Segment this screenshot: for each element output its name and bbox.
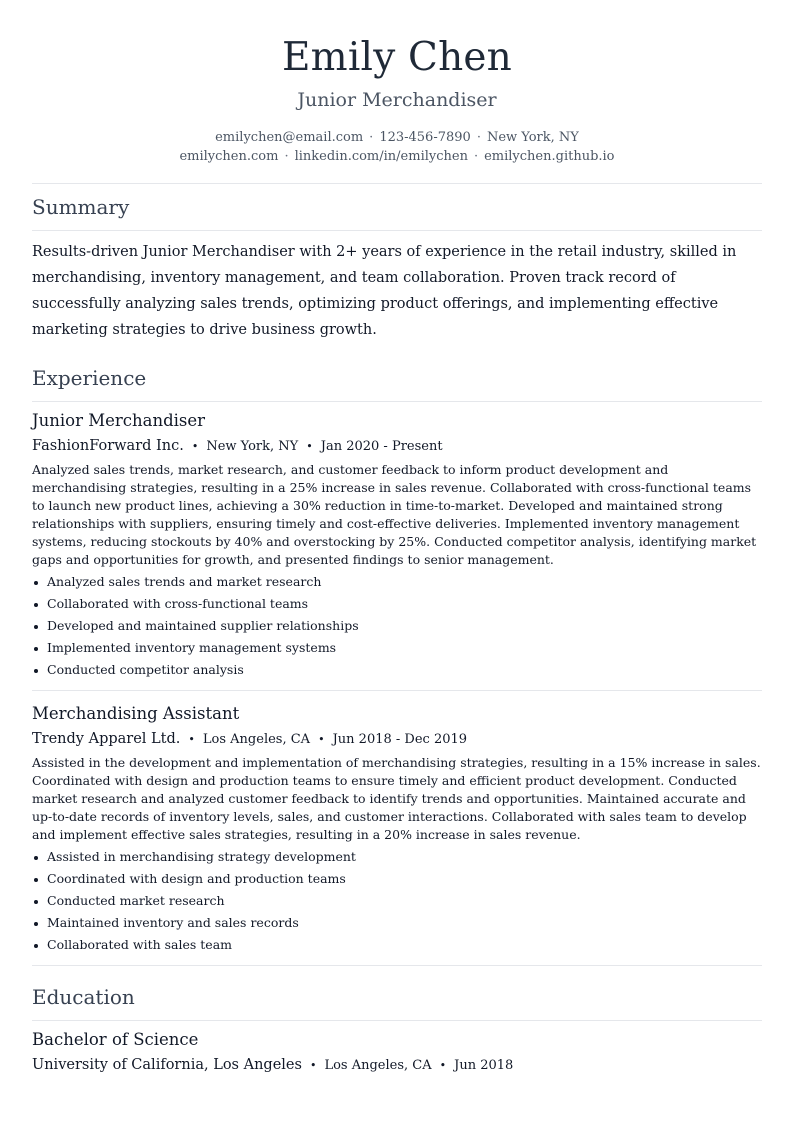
candidate-headline: Junior Merchandiser [297,88,497,111]
company-name: FashionForward Inc. [32,437,184,454]
job-description: Assisted in the development and implementation of merchandising strategies, resulting in a 15% increase in sales. Coordinated with design and production teams to ensure timely and efficient product development. Conducted market research and analyzed customer feedback to identify trends and opportunities. Maintained accurate and up-to-date records of inventory levels, sales, and customer interactions. Collaborated with sales team to develop and implement effective sales strategies, resulting in a 20% increase in sales revenue. [32,754,761,842]
contact-phone[interactable]: 123-456-7890 [379,129,471,145]
list-item: Conducted competitor analysis [32,659,762,681]
job-highlights [32,846,762,956]
section-rule [32,1020,762,1021]
job-location: New York, NY [206,438,299,454]
contact-line-2 [0,147,794,166]
contact-linkedin[interactable]: linkedin.com/in/emilychen [294,148,468,164]
summary-section [0,184,794,343]
bullet-separator: • [309,1058,317,1072]
job-dates: Jan 2020 - Present [320,438,443,454]
graduation-date: Jun 2018 [454,1057,514,1073]
section-title-summary: Summary [32,194,130,219]
company-name: Trendy Apparel Ltd. [32,730,181,747]
resume-header [0,0,794,166]
experience-entry [0,703,794,956]
bullet-separator: • [439,1058,447,1072]
job-dates: Jun 2018 - Dec 2019 [332,731,468,747]
bullet-separator: • [191,439,199,453]
school-name: University of California, Los Angeles [32,1056,302,1073]
summary-text: Results-driven Junior Merchandiser with 2+ years of experience in the retail industry, skilled in merchandising, inventory management, and team collaboration. Proven track record of successfully analyzing sales trends, optimizing product offerings, and implementing effective marketing strategies to drive business growth. [32,243,737,338]
list-item: Coordinated with design and production teams [32,868,762,890]
job-location: Los Angeles, CA [202,731,311,747]
section-rule [32,401,762,402]
section-title-education: Education [32,984,135,1009]
list-item: Collaborated with cross-functional teams [32,593,762,615]
contact-email[interactable]: emilychen@email.com [215,129,364,145]
education-entry [0,1029,794,1076]
bullet-separator: • [318,732,325,746]
job-meta [32,436,762,457]
entry-divider [32,690,762,691]
job-title: Junior Merchandiser [32,410,206,430]
experience-section [0,355,794,966]
separator: · [284,148,289,164]
separator: · [476,129,481,145]
degree-title: Bachelor of Science [32,1029,199,1049]
bullet-separator: • [188,732,195,746]
contact-line-1 [0,128,794,147]
list-item: Analyzed sales trends and market research [32,571,762,593]
section-title-experience: Experience [32,365,147,390]
job-meta [32,729,762,750]
list-item: Assisted in merchandising strategy development [32,846,762,868]
list-item: Developed and maintained supplier relationships [32,615,762,637]
school-location: Los Angeles, CA [324,1057,432,1073]
education-section [0,974,794,1076]
list-item: Implemented inventory management systems [32,637,762,659]
job-highlights [32,571,762,681]
separator: · [473,148,479,164]
education-meta [32,1055,762,1076]
entry-divider [32,965,762,966]
list-item: Collaborated with sales team [32,934,762,956]
candidate-name: Emily Chen [282,35,512,80]
experience-entry [0,410,794,681]
job-title: Merchandising Assistant [32,703,240,723]
bullet-separator: • [306,439,313,453]
contact-location: New York, NY [486,129,579,145]
contact-website[interactable]: emilychen.com [179,148,279,164]
job-description: Analyzed sales trends, market research, and customer feedback to inform product development and merchandising strategies, resulting in a 25% increase in sales revenue. Collaborated with cross-functional teams to launch new product lines, achieving a 30% reduction in time-to-market. Developed and maintained strong relationships with suppliers, ensuring timely and cost-effective deliveries. Implemented inventory management systems, reducing stockouts by 40% and overstocking by 25%. Conducted competitor analysis, identifying market gaps and opportunities for growth, and presented findings to senior management. [32,461,757,567]
list-item: Maintained inventory and sales records [32,912,762,934]
contact-github[interactable]: emilychen.github.io [484,148,615,164]
separator: · [369,129,374,145]
list-item: Conducted market research [32,890,762,912]
